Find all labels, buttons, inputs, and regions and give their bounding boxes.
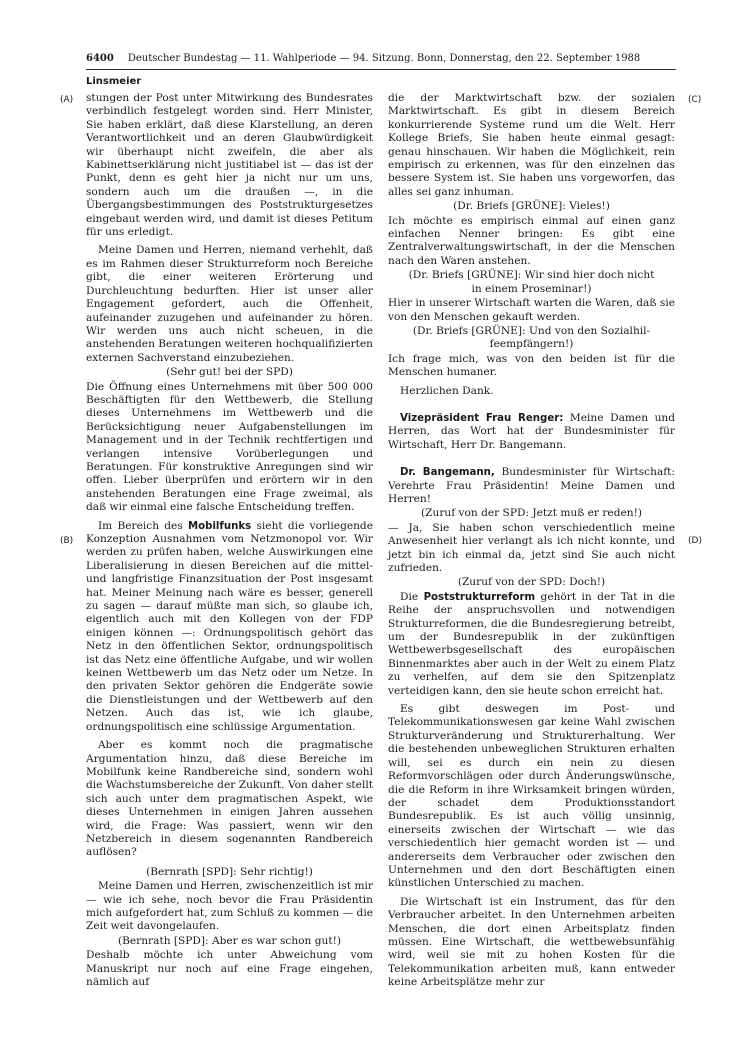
paragraph: Die Öffnung eines Unternehmens mit über 500 000 Beschäftigten für den Wettbewerb, die Stellung dieses Unternehmens im Wettbewerb und die Berücksichtigung neuer Aufgabenstellungen im Management und in der Technik rechtfertigen und verlangen intensive Vorüberlegungen und Beratungen. Für konstruktive Anregungen sind wir offen. Lieber überprüfen und erörtern wir in den anstehenden Beratungen eine Frage zweimal, als daß wir einmal eine falsche Entscheidung treffen. [86,380,373,514]
interjection: (Bernrath [SPD]: Aber es war schon gut!) [117,934,342,947]
margin-marker-b: (B) [60,536,74,546]
speaker-label: Dr. Bangemann, [400,467,495,479]
paragraph: Ich möchte es empirisch einmal auf einen ganz einfachen Nenner bringen: Es gibt eine Zentralverwaltungswirtschaft, in der die Menschen nach den Waren anstehen. [388,214,675,267]
paragraph: Es gibt deswegen im Post- und Telekommunikationswesen gar keine Wahl zwischen Strukturveränderung und Strukturerhaltung. Wer die bestehenden unbeweglichen Strukturen erhalten will, sei es durch ein nein zu diesen Reformvorschlägen oder durch Änderungswünsche, die die Reform in ihre Wirksamkeit bringen würden, der schadet dem Produktionsstandort Bundesrepublik. Es ist auch völlig unsinnig, einerseits zwischen der Wirtschaft — wie das verschiedentlich hier gemacht worden ist — und andererseits dem Verbraucher oder zwischen den Unternehmen und den dort Beschäftigten einen künstlichen Unterschied zu machen. [388,703,675,890]
bold-term: Mobilfunks [188,520,252,532]
paragraph: Im Bereich des Mobilfunks sieht die vorliegende Konzeption Ausnahmen vom Netzmonopol vor. Wir werden zu prüfen haben, welche Auswirkungen eine Liberalisierung in diesen Bereichen auf die mittel- und langfristige Finanzsituation der Post insgesamt hat. Meiner Meinung nach wäre es besser, generell zu sagen — darauf müßte man sich, so glaube ich, eigentlich auch mit den Kollegen von der FDP einigen können —: Ordnungspolitisch gehört das Netz in den öffentlichen Sektor, ordnungspolitisch ist das Netz eine öffentliche Aufgabe, und wir wollen keinen Wettbewerb um das Netz oder um Netze. In den privaten Sektor gehören die Endgeräte sowie die Dienstleistungen und der Wettbewerb auf den Netzen. Auch das ist, wie ich glaube, ordnungspolitisch eine schlüssige Argumentation. [86,519,373,733]
interjection: (Bernrath [SPD]: Sehr richtig!) [146,865,313,878]
interjection: (Zuruf von der SPD: Jetzt muß er reden!) [421,507,642,520]
paragraph: Dr. Bangemann, Bundesminister für Wirtschaft: Verehrte Frau Präsidentin! Meine Damen und Herren! [388,466,675,505]
paragraph: Deshalb möchte ich unter Abweichung vom Manuskript nur noch auf eine Frage eingehen, nämlich auf [86,949,373,988]
margin-marker-d: (D) [688,536,702,546]
right-column [388,92,675,990]
margin-marker-a: (A) [60,95,74,105]
interjection: (Zuruf von der SPD: Doch!) [457,576,606,589]
speaker-name: Linsmeier [86,76,142,87]
page-number: 6400 [86,53,114,64]
paragraph: — Ja, Sie haben schon verschiedentlich meine Anwesenheit hier verlangt als ich nicht konnte, und jetzt bin ich einmal da, jetzt sind Sie auch nicht zufrieden. [388,521,675,574]
running-title: Deutscher Bundestag — 11. Wahlperiode — 94. Sitzung. Bonn, Donnerstag, den 22. September 1988 [127,53,641,64]
paragraph: Herzlichen Dank. [400,384,494,397]
paragraph: Meine Damen und Herren, zwischenzeitlich ist mir — wie ich sehe, noch bevor die Frau Präsidentin mich aufgefordert hat, zum Schluß zu kommen — die Zeit weit davongelaufen. [86,880,373,933]
interjection: (Dr. Briefs [GRÜNE]: Und von den Sozialhil- [412,324,651,337]
margin-marker-c: (C) [688,95,702,105]
paragraph: stungen der Post unter Mitwirkung des Bundesrates verbindlich festgelegt worden sind. Herr Minister, Sie haben erklärt, daß diese Klarstellung, an deren Verantwortlichkeit und an deren Glaubwürdigkeit wir überhaupt nicht zweifeln, die aber als Kabinettserklärung nicht justitiabel ist — das ist der Punkt, denn es geht hier ja nicht nur um uns, sondern auch um die draußen —, in die Übergangsbestimmungen des Poststrukturgesetzes eingebaut werden wird, und damit ist dieses Petitum für uns erledigt. [86,92,373,239]
paragraph: Ich frage mich, was von den beiden ist für die Menschen humaner. [388,352,675,379]
interjection: feempfängern!) [489,338,574,351]
paragraph: Die Wirtschaft ist ein Instrument, das für den Verbraucher arbeitet. In den Unternehmen arbeiten Menschen, die dort einen Arbeitsplatz finden müssen. Eine Wirtschaft, die wettbewebsunfähig wird, weil sie mit zu hohen Kosten für die Telekommunikation arbeiten muß, kann entweder keine Arbeitsplätze mehr zur [388,895,675,989]
interjection: (Dr. Briefs [GRÜNE]: Vieles!) [453,200,610,213]
bold-term: Poststrukturreform [423,591,536,603]
left-column [86,92,373,989]
interjection: (Sehr gut! bei der SPD) [166,366,293,379]
running-header [86,52,676,66]
speaker-label: Vizepräsident Frau Renger: [400,412,564,424]
interjection: (Dr. Briefs [GRÜNE]: Wir sind hier doch nicht [408,269,655,282]
header-rule [86,69,676,70]
paragraph: die der Marktwirtschaft bzw. der sozialen Marktwirtschaft. Es gibt in diesem Bereich konkurrierende Systeme rund um die Welt. Herr Kollege Briefs, Sie haben heute einmal gesagt: genau hinschauen. Wir haben die Möglichkeit, rein empirisch zu erkennen, was für den einzelnen das bessere System ist. Sie haben uns vorgeworfen, das alles sei ganz inhuman. [388,92,675,198]
paragraph: Meine Damen und Herren, niemand verhehlt, daß es im Rahmen dieser Strukturreform noch Bereiche gibt, die einer weiteren Erörterung und Durchleuchtung bedurften. Hier ist unser aller Engagement gefordert, auch die Offenheit, aufeinander zuzugehen und aufeinander zu hören. Wir werden uns auch nicht scheuen, in die anstehenden Beratungen weiteren hochqualifizierten externen Sachverstand einzubeziehen. [86,244,373,364]
paragraph: Vizepräsident Frau Renger: Meine Damen und Herren, das Wort hat der Bundesminister für Wirtschaft, Herr Dr. Bangemann. [388,411,676,451]
paragraph: Die Poststrukturreform gehört in der Tat in die Reihe der anspruchsvollen und notwendigen Strukturreformen, die die Bundesregierung betreibt, um der Bundesrepublik in der zukünftigen Wettbewerbsgesellschaft des europäischen Binnenmarktes aber auch in der Welt zu einem Platz zu verhelfen, auf dem sie den Spitzenplatz verteidigen kann, den sie heute schon erreicht hat. [388,590,675,697]
paragraph: Aber es kommt noch die pragmatische Argumentation hinzu, daß diese Bereiche im Mobilfunk keine Randbereiche sind, sondern wohl die Wachstumsbereiche der Zukunft. Von daher stellt sich auch unter dem pragmatischen Aspekt, wie dieses Unternehmen in einigen Jahren aussehen wird, die Frage: Was passiert, wenn wir den Netzbereich in diesem sogenannten Randbereich auflösen? [86,739,373,859]
paragraph: Hier in unserer Wirtschaft warten die Waren, daß sie von den Menschen gekauft werden. [388,297,675,323]
interjection: in einem Proseminar!) [471,282,592,295]
